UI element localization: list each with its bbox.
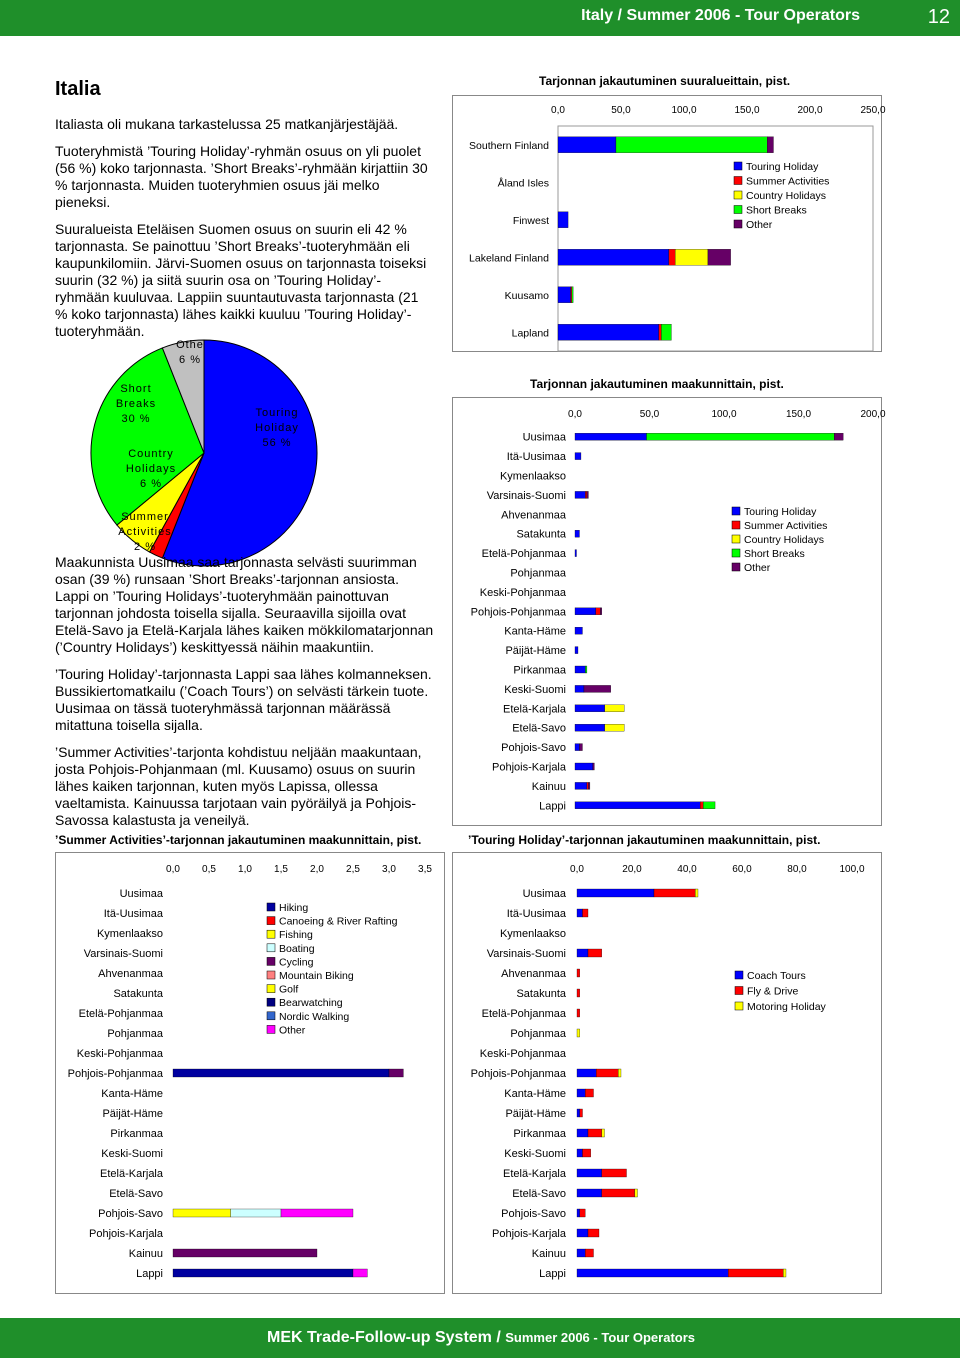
category-label: Satakunta [516,528,566,541]
header-title: Italy / Summer 2006 - Tour Operators [581,7,860,24]
touring-chart-panel [452,852,882,1294]
x-tick-label: 0,0 [570,864,584,875]
category-label: Keski-Pohjanmaa [479,1048,566,1060]
x-tick-label: 1,0 [238,864,252,875]
legend-label: Summer Activities [746,175,830,188]
legend-swatch [734,206,742,214]
bar-segment [695,889,698,897]
legend-label: Country Holidays [744,534,824,546]
bar-segment [575,802,700,809]
bar-segment [575,608,596,615]
category-label: Ahvenanmaa [501,509,566,522]
bar-segment [585,1249,593,1257]
footer-main: MEK Trade-Follow-up System / [266,1329,506,1346]
bar-segment [675,249,708,265]
legend-swatch [267,985,275,993]
pie-label: 6 % [140,478,162,490]
legend-label: Bearwatching [279,997,343,1010]
category-label: Pirkanmaa [110,1128,163,1140]
category-label: Pohjanmaa [510,1028,566,1040]
bar-segment [596,1069,618,1077]
bar-segment [575,627,582,634]
bar-segment [577,889,654,897]
legend-swatch [734,177,742,185]
bar-segment [834,433,843,440]
page-heading: Italia [55,78,101,100]
bar-segment [580,1209,586,1217]
category-label: Päijät-Häme [102,1108,163,1120]
footer-sub: Summer 2006 - Tour Operators [505,1330,695,1345]
category-label: Kainuu [531,1248,566,1260]
bar-segment [577,1149,583,1157]
category-label: Pohjois-Pohjanmaa [470,606,566,619]
category-label: Kymenlaakso [499,470,566,483]
bar-segment [661,324,671,340]
category-label: Finwest [512,214,549,227]
x-tick-label: 150,0 [734,105,760,116]
bar-segment [577,1089,585,1097]
pie-label: Othe [176,339,204,351]
pie-label: Holiday [255,422,299,434]
legend-swatch [732,563,740,571]
pie-label: Activities [118,526,172,538]
bar-segment [583,909,589,917]
bar-segment [577,1109,580,1117]
bar-segment [577,969,580,977]
bar-segment [588,1129,602,1137]
category-label: Ahvenanmaa [501,968,566,980]
category-label: Kymenlaakso [499,928,566,940]
x-tick-label: 250,0 [860,105,886,116]
legend-label: Touring Holiday [744,506,817,518]
pie-label: 56 % [262,437,292,449]
bar-segment [173,1209,231,1217]
category-label: Lapland [511,327,549,340]
bar-segment [173,1269,353,1277]
x-tick-label: 0,5 [202,864,216,875]
bar-segment [783,1269,786,1277]
x-tick-label: 150,0 [785,409,812,420]
x-tick-label: 200,0 [860,409,886,420]
bar-segment [575,491,585,498]
bar-segment [577,1029,580,1037]
legend-label: Touring Holiday [746,161,819,173]
bar-segment [647,433,835,440]
category-label: Pohjois-Karjala [89,1228,163,1240]
bar-segment [577,989,580,997]
x-tick-label: 3,0 [382,864,396,875]
category-label: Pohjois-Karjala [492,1228,566,1240]
x-tick-label: 2,0 [310,864,324,875]
pie-label: Holidays [125,463,177,475]
footer-text [267,1329,695,1347]
bar-segment [389,1069,403,1077]
category-label: Southern Finland [469,139,549,152]
legend-label: Short Breaks [746,204,807,217]
bar-segment [585,666,586,673]
category-label: Kainuu [531,780,566,793]
pie-label: Summer [121,511,169,523]
bar-segment [669,249,675,265]
pie-label: Country [128,448,174,460]
bar-segment [588,1229,599,1237]
category-label: Satakunta [113,988,163,1000]
legend-label: Nordic Walking [279,1010,350,1023]
provinces-chart [453,398,886,825]
provinces-chart-panel [452,397,886,826]
bar-segment [575,647,578,654]
legend-label: Hiking [279,902,309,914]
bar-segment [575,666,585,673]
paragraph: ’Touring Holiday’-tarjonnasta Lappi saa lähes kolmanneksen. Bussikiertomatkailu (’Coach Tours’) on selvästi tärkein tuote. Uusimaa on tässä tuoteryhmässä tarjonnan määrässä mitattuna toisella sijalla. [55,666,432,733]
regions-chart [453,96,886,351]
legend-label: Country Holidays [746,190,826,202]
bar-segment [587,491,588,498]
bar-segment [577,1229,588,1237]
legend-swatch [267,944,275,952]
category-label: Pirkanmaa [513,1128,566,1140]
bar-segment [596,608,600,615]
pie-chart [60,330,400,560]
legend-label: Golf [279,983,299,996]
bar-segment [602,1169,627,1177]
category-label: Etelä-Karjala [503,1168,566,1180]
x-tick-label: 50,0 [611,105,631,116]
summer-chart-title: ’Summer Activities’-tarjonnan jakautuminen maakunnittain, pist. [55,833,422,847]
legend-swatch [267,903,275,911]
bar-segment [575,782,587,789]
x-tick-label: 200,0 [797,105,823,116]
province-text [55,554,437,829]
legend-swatch [267,917,275,925]
x-tick-label: 100,0 [671,105,697,116]
bar-segment [728,1269,783,1277]
bar-segment [600,608,601,615]
bar-segment [577,1209,580,1217]
bar-segment [584,685,611,692]
legend-swatch [734,162,742,170]
x-tick-label: 100,0 [839,864,865,875]
bar-segment [605,705,624,712]
bar-segment [575,685,584,692]
intro-text [55,116,433,340]
category-label: Kanta-Häme [101,1088,163,1100]
category-label: Etelä-Pohjanmaa [78,1008,163,1020]
legend-swatch [267,930,275,938]
category-label: Ahvenanmaa [98,968,163,980]
bar-segment [231,1209,281,1217]
category-label: Lappi [539,1268,566,1280]
legend-label: Mountain Biking [279,970,354,982]
category-label: Uusimaa [522,431,566,444]
legend-label: Coach Tours [747,970,806,982]
legend-label: Other [279,1024,306,1037]
x-tick-label: 20,0 [622,864,642,875]
bar-segment [353,1269,367,1277]
bar-segment [580,1109,583,1117]
pie-label: Touring [255,407,299,419]
bar-segment [602,1129,605,1137]
bar-segment [585,491,586,498]
bar-segment [583,1149,591,1157]
category-label: Lakeland Finland [469,252,549,265]
legend-swatch [732,549,740,557]
x-tick-label: 0,0 [551,105,565,116]
category-label: Kainuu [128,1248,163,1260]
bar-segment [577,909,583,917]
category-label: Uusimaa [522,888,566,900]
category-label: Lappi [136,1268,163,1280]
category-label: Etelä-Savo [512,1188,566,1200]
category-label: Etelä-Karjala [503,703,566,716]
category-label: Varsinais-Suomi [486,948,566,960]
legend-swatch [267,971,275,979]
category-label: Varsinais-Suomi [83,948,163,960]
bar-segment [575,530,579,537]
category-label: Pohjois-Savo [98,1208,163,1220]
category-label: Pohjanmaa [510,567,566,580]
pie-label: Short [120,383,152,395]
category-label: Åland Isles [497,177,549,190]
bar-segment [588,782,589,789]
category-label: Pohjois-Pohjanmaa [67,1068,163,1080]
paragraph: Maakunnista Uusimaa saa tarjonnasta selvästi suurimman osan (39 %) runsaan ’Short Breaks’-tarjonnan ansiosta. Lappi on ’Touring Holidays’-tuoteryhmään painottuvan tarjonnan johdosta toisella sijalla. Seuraavilla sijoilla ovat Etelä-Savo ja Etelä-Karjala lähes kaiken mökkilomatarjonnan (’Country Holidays’) keskittyessä näihin maakuntiin. [55,554,434,655]
bar-segment [575,744,579,751]
bar-segment [618,1069,621,1077]
category-label: Etelä-Savo [109,1188,163,1200]
bar-segment [575,453,581,460]
pie-label: 6 % [179,354,201,366]
bar-segment [700,802,703,809]
paragraph: ’Summer Activities’-tarjonta kohdistuu neljään maakuntaan, josta Pohjois-Pohjanmaan (ml. Kuusamo) osuus on suurin lähes kaiken tarjonnan, kuten myös Lapissa, ollessa vaeltamista. Kainuussa tarjotaan vain pyöräilyä ja Pohjois-Savossa kalastusta ja veneilyä. [55,744,422,828]
bar-segment [577,949,588,957]
legend-swatch [735,1002,743,1010]
category-label: Päijät-Häme [505,645,566,658]
category-label: Etelä-Karjala [100,1168,163,1180]
legend-label: Boating [279,942,315,955]
bar-segment [703,802,715,809]
bar-segment [635,1189,638,1197]
legend-label: Other [744,562,771,574]
bar-segment [654,889,695,897]
bar-segment [767,137,773,153]
legend-label: Short Breaks [744,548,805,560]
category-label: Kymenlaakso [96,928,163,940]
category-label: Uusimaa [119,888,163,900]
category-label: Pirkanmaa [513,664,566,677]
bar-segment [708,249,731,265]
page-header [0,0,960,36]
x-tick-label: 40,0 [677,864,697,875]
legend-swatch [267,957,275,965]
bar-segment [558,249,669,265]
bar-segment [659,324,662,340]
category-label: Kuusamo [504,289,549,302]
legend-swatch [734,220,742,228]
x-tick-label: 0,0 [568,409,582,420]
bar-segment [575,705,605,712]
bar-segment [558,212,568,228]
pie-label: 2 % [134,541,156,553]
summer-chart [56,853,444,1293]
bar-segment [602,1189,635,1197]
bar-segment [577,1009,580,1017]
bar-segment [577,1249,585,1257]
touring-chart [453,853,881,1293]
legend-label: Fishing [279,929,313,942]
bar-segment [593,763,594,770]
x-tick-label: 100,0 [711,409,737,420]
category-label: Itä-Uusimaa [506,908,566,920]
category-label: Keski-Suomi [504,683,566,696]
category-label: Pohjanmaa [107,1028,163,1040]
bar-segment [577,1189,602,1197]
x-tick-label: 3,5 [418,864,432,875]
category-label: Satakunta [516,988,566,1000]
bar-segment [575,550,576,557]
bar-segment [588,949,602,957]
plot-area [558,126,873,351]
provinces-chart-title: Tarjonnan jakautuminen maakunnittain, pist. [530,377,784,391]
category-label: Pohjois-Pohjanmaa [470,1068,566,1080]
x-tick-label: 2,5 [346,864,360,875]
paragraph: Suuralueista Eteläisen Suomen osuus on suurin eli 42 % tarjonnasta. Se painottuu ’Short Breaks’-tuoteryhmään eli kaupunkilomiin. Järvi-Suomen osuus on tarjonnasta toiseksi suurin (32 %) ja siitä suurin osa on ’Touring Holiday’-ryhmään kuuluvaa. Lappiin suuntautuvasta tarjonnasta (21 % koko tarjonnasta) lähes kaikki kuuluu ’Touring Holiday’-tuoteryhmään. [55,221,427,339]
category-label: Pohjois-Savo [501,742,566,755]
pie-label: Breaks [115,398,157,410]
category-label: Itä-Uusimaa [506,451,566,464]
bar-segment [616,137,767,153]
legend-label: Canoeing & River Rafting [279,915,398,928]
legend-swatch [267,1025,275,1033]
legend-label: Motoring Holiday [747,1001,826,1013]
regions-chart-title: Tarjonnan jakautuminen suuralueittain, pist. [539,74,791,88]
legend-swatch [735,987,743,995]
category-label: Keski-Pohjanmaa [479,586,566,599]
summer-chart-panel [55,852,445,1294]
bar-segment [558,287,571,303]
legend-label: Other [746,219,773,231]
bar-segment [577,1269,728,1277]
bar-segment [575,724,605,731]
category-label: Pohjois-Karjala [492,761,566,774]
bar-segment [605,724,624,731]
category-label: Keski-Suomi [504,1148,566,1160]
legend-swatch [732,507,740,515]
bar-segment [558,324,659,340]
bar-segment [572,287,573,303]
legend-swatch [267,998,275,1006]
bar-segment [281,1209,353,1217]
regions-chart-panel [452,95,886,352]
paragraph: Italiasta oli mukana tarkastelussa 25 matkanjärjestäjää. [55,116,399,132]
category-label: Keski-Suomi [101,1148,163,1160]
category-label: Etelä-Savo [512,722,566,735]
bar-segment [558,137,616,153]
page-number: 12 [927,6,950,28]
category-label: Etelä-Pohjanmaa [481,1008,566,1020]
legend-label: Summer Activities [744,520,828,532]
legend-label: Cycling [279,956,314,969]
bar-segment [587,782,588,789]
category-label: Lappi [539,800,566,813]
category-label: Kanta-Häme [504,625,566,638]
pie-label: 30 % [121,413,151,425]
bar-segment [577,1169,602,1177]
legend-swatch [734,191,742,199]
legend-swatch [732,521,740,529]
category-label: Itä-Uusimaa [103,908,163,920]
page-footer [0,1318,960,1358]
x-tick-label: 1,5 [274,864,288,875]
x-tick-label: 80,0 [787,864,807,875]
bar-segment [577,1069,596,1077]
bar-segment [579,744,582,751]
category-label: Päijät-Häme [505,1108,566,1120]
bar-segment [571,287,572,303]
bar-segment [577,1129,588,1137]
category-label: Kanta-Häme [504,1088,566,1100]
x-tick-label: 50,0 [639,409,660,420]
bar-segment [173,1069,389,1077]
category-label: Varsinais-Suomi [486,489,566,502]
paragraph: Tuoteryhmistä ’Touring Holiday’-ryhmän osuus on yli puolet (56 %) koko tarjonnasta. ’Short Breaks’-ryhmään kirjattiin 30 % tarjonnasta. Muiden tuoteryhmien osuus jäi melko pieneksi. [55,143,428,210]
legend-swatch [267,1012,275,1020]
category-label: Pohjois-Savo [501,1208,566,1220]
x-tick-label: 60,0 [732,864,752,875]
bar-segment [173,1249,317,1257]
touring-chart-title: ’Touring Holiday’-tarjonnan jakautuminen maakunnittain, pist. [468,833,821,847]
legend-swatch [732,535,740,543]
category-label: Etelä-Pohjanmaa [481,548,566,561]
category-label: Keski-Pohjanmaa [76,1048,163,1060]
bar-segment [575,433,647,440]
legend-label: Fly & Drive [747,985,799,998]
legend-swatch [735,971,743,979]
bar-segment [585,1089,593,1097]
x-tick-label: 0,0 [166,864,180,875]
bar-segment [575,763,593,770]
